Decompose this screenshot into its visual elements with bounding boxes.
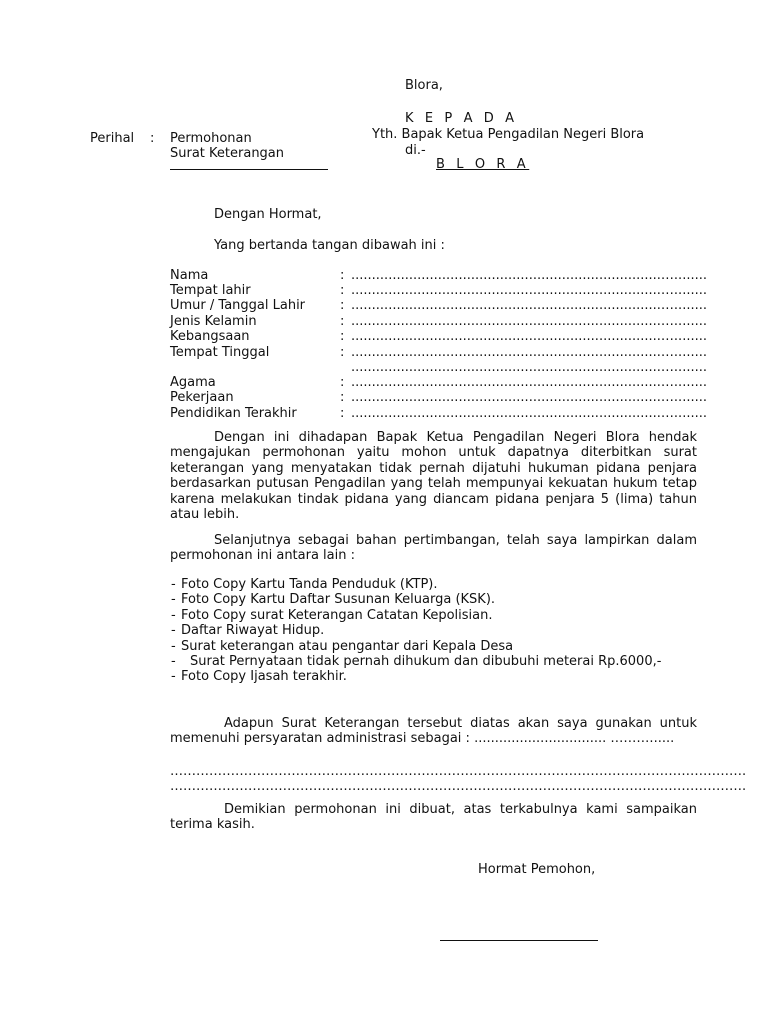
field-colon: : [340, 390, 345, 405]
field-row-kebangsaan [0, 329, 768, 344]
field-colon: : [340, 283, 345, 298]
signoff: Hormat Pemohon, [478, 862, 596, 877]
field-colon: : [340, 298, 345, 313]
field-row-agama [0, 375, 768, 390]
field-row-pendidikan [0, 406, 768, 421]
field-blank: ...........................................................................…........ [351, 314, 707, 329]
body-paragraph-request: Dengan ini dihadapan Bapak Ketua Pengadilan Negeri Blora hendak mengajukan permohonan yaitu mohon untuk dapatnya diterbitkan surat keterangan yang menyatakan tidak pernah dijatuhi hukuman pidana penjara berdasarkan putusan Pengadilan yang telah mempunyai kekuatan hukum tetap karena melakukan tindak pidana yang diancam pidana penjara 5 (lima) tahun atau lebih. [170, 430, 697, 523]
list-item: - Surat keterangan atau pengantar dari Kepala Desa [170, 639, 697, 654]
perihal-underline [170, 169, 328, 170]
field-label: Tempat Tinggal [170, 345, 270, 360]
field-label: Pendidikan Terakhir [170, 406, 297, 421]
body-paragraph-purpose: Adapun Surat Keterangan tersebut diatas akan saya gunakan untuk memenuhi persyaratan administrasi sebagai : ................................ ………...... [170, 716, 697, 747]
field-blank: ...........................................................................…........ [351, 375, 707, 390]
list-item: - Foto Copy surat Keterangan Catatan Kepolisian. [170, 608, 697, 623]
field-blank: ...........................................................................…........ [351, 390, 707, 405]
attachment-list [170, 577, 697, 685]
perihal-colon: : [150, 131, 155, 146]
list-item: - Daftar Riwayat Hidup. [170, 623, 697, 638]
signature-line [440, 940, 598, 941]
list-item: - Foto Copy Ijasah terakhir. [170, 669, 697, 684]
list-item: - Surat Pernyataan tidak pernah dihukum dan dibubuhi meterai Rp.6000,- [170, 654, 697, 669]
field-colon: : [340, 345, 345, 360]
field-row-tempat-tinggal-cont [0, 360, 768, 375]
recipient-di: di.- [405, 143, 426, 158]
perihal-label: Perihal [90, 131, 135, 146]
field-row-tempat-lahir [0, 283, 768, 298]
intro-text: Yang bertanda tangan dibawah ini : [214, 238, 445, 253]
field-label: Kebangsaan [170, 329, 250, 344]
field-label: Agama [170, 375, 216, 390]
field-blank: ...........................................................................…........ [351, 298, 707, 313]
field-colon: : [340, 375, 345, 390]
recipient-line: Yth. Bapak Ketua Pengadilan Negeri Blora [372, 127, 645, 142]
field-label: Pekerjaan [170, 390, 234, 405]
field-row-tempat-tinggal [0, 345, 768, 360]
field-blank: ...........................................................................…........ [351, 406, 707, 421]
field-row-nama [0, 268, 768, 283]
perihal-line-2: Surat Keterangan [170, 146, 285, 161]
purpose-blank-line-2: ……………………………………………………………………………………………………………………. [170, 779, 747, 794]
field-colon: : [340, 329, 345, 344]
place-date: Blora, [405, 78, 443, 93]
field-label: Umur / Tanggal Lahir [170, 298, 306, 313]
field-colon: : [340, 406, 345, 421]
list-item: - Foto Copy Kartu Tanda Penduduk (KTP). [170, 577, 697, 592]
closing-paragraph: Demikian permohonan ini dibuat, atas terkabulnya kami sampaikan terima kasih. [170, 802, 697, 833]
kepada-heading: K E P A D A [405, 111, 518, 126]
greeting: Dengan Hormat, [214, 207, 322, 222]
field-blank: ...........................................................................…........ [351, 360, 707, 375]
list-item: - Foto Copy Kartu Daftar Susunan Keluarga (KSK). [170, 592, 697, 607]
purpose-blank-line-1: ……………………………………………………………………………………………………………………. [170, 764, 747, 779]
field-blank: ...........................................................................…........ [351, 329, 707, 344]
field-row-jenis-kelamin [0, 314, 768, 329]
field-colon: : [340, 268, 345, 283]
field-label: Nama [170, 268, 209, 283]
field-row-pekerjaan [0, 390, 768, 405]
field-blank: ...........................................................................…........ [351, 268, 707, 283]
body-paragraph-attachments-intro: Selanjutnya sebagai bahan pertimbangan, telah saya lampirkan dalam permohonan ini antara lain : [170, 533, 697, 564]
recipient-city: B L O R A [436, 157, 530, 172]
field-row-umur [0, 298, 768, 313]
field-colon: : [340, 314, 345, 329]
perihal-line-1: Permohonan [170, 131, 252, 146]
field-blank: ...........................................................................…........ [351, 283, 707, 298]
field-label: Tempat lahir [170, 283, 251, 298]
field-label: Jenis Kelamin [170, 314, 257, 329]
field-blank: ...........................................................................…........ [351, 345, 707, 360]
